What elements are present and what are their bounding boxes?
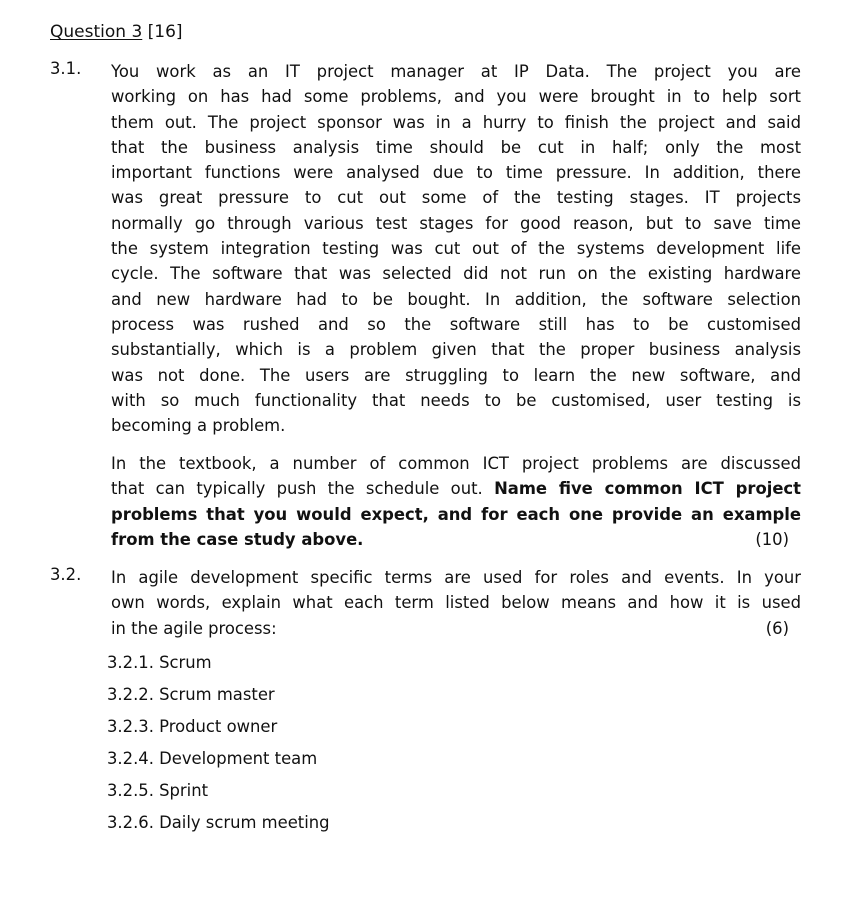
term-item: 3.2.4. Development team — [107, 749, 318, 768]
term-item: 3.2.3. Product owner — [107, 717, 278, 736]
text-line: cycle. The software that was selected did not run on the existing hardware — [111, 264, 801, 284]
marks-3-2: (6) — [765, 618, 789, 638]
text-line: working on has had some problems, and you were brought in to help sort — [111, 87, 801, 107]
text-line: In agile development specific terms are used for roles and events. In your — [111, 568, 801, 587]
instruction-paragraph — [111, 451, 801, 552]
text-line: that the business analysis time should be cut in half; only the most — [111, 137, 801, 157]
bold-instruction: from the case study above. — [111, 529, 364, 549]
question-title: Question 3 — [50, 22, 143, 42]
case-study-paragraph — [111, 59, 801, 438]
question-heading — [50, 22, 183, 42]
text-line — [111, 616, 801, 641]
term-item: 3.2.1. Scrum — [107, 653, 212, 672]
text-line — [111, 476, 801, 501]
text-line: substantially, which is a problem given that the proper business analysis — [111, 340, 801, 360]
bold-instruction: problems that you would expect, and for each one provide an example — [111, 504, 801, 524]
term-list — [107, 647, 330, 839]
text-span: that can typically push the schedule out. — [111, 479, 483, 499]
text-line: normally go through various test stages for good reason, but to save time — [111, 213, 801, 233]
bold-instruction: Name five common ICT project — [494, 479, 801, 499]
agile-question — [111, 565, 801, 641]
question-number-3-2: 3.2. — [50, 565, 82, 584]
text-line: was not done. The users are struggling to learn the new software, and — [111, 365, 801, 385]
text-line: with so much functionality that needs to be customised, user testing is — [111, 390, 801, 410]
question-marks: [16] — [147, 22, 183, 42]
text-line: important functions were analysed due to time pressure. In addition, there — [111, 163, 801, 183]
term-item: 3.2.5. Sprint — [107, 781, 209, 800]
text-line: process was rushed and so the software still has to be customised — [111, 314, 801, 334]
text-line: You work as an IT project manager at IP Data. The project you are — [111, 62, 801, 81]
text-line: becoming a problem. — [111, 416, 286, 436]
text-line: In the textbook, a number of common ICT project problems are discussed — [111, 454, 801, 473]
text-line: the system integration testing was cut out of the systems development life — [111, 239, 801, 259]
text-line — [111, 527, 801, 552]
text-line: and new hardware had to be bought. In addition, the software selection — [111, 289, 801, 309]
term-item: 3.2.6. Daily scrum meeting — [107, 813, 330, 832]
text-line: was great pressure to cut out some of the testing stages. IT projects — [111, 188, 801, 208]
question-number-3-1: 3.1. — [50, 59, 82, 78]
term-item: 3.2.2. Scrum master — [107, 685, 275, 704]
text-line: them out. The project sponsor was in a hurry to finish the project and said — [111, 112, 801, 132]
marks-3-1: (10) — [755, 529, 789, 549]
text-line: own words, explain what each term listed below means and how it is used — [111, 593, 801, 613]
text-span: in the agile process: — [111, 618, 277, 638]
